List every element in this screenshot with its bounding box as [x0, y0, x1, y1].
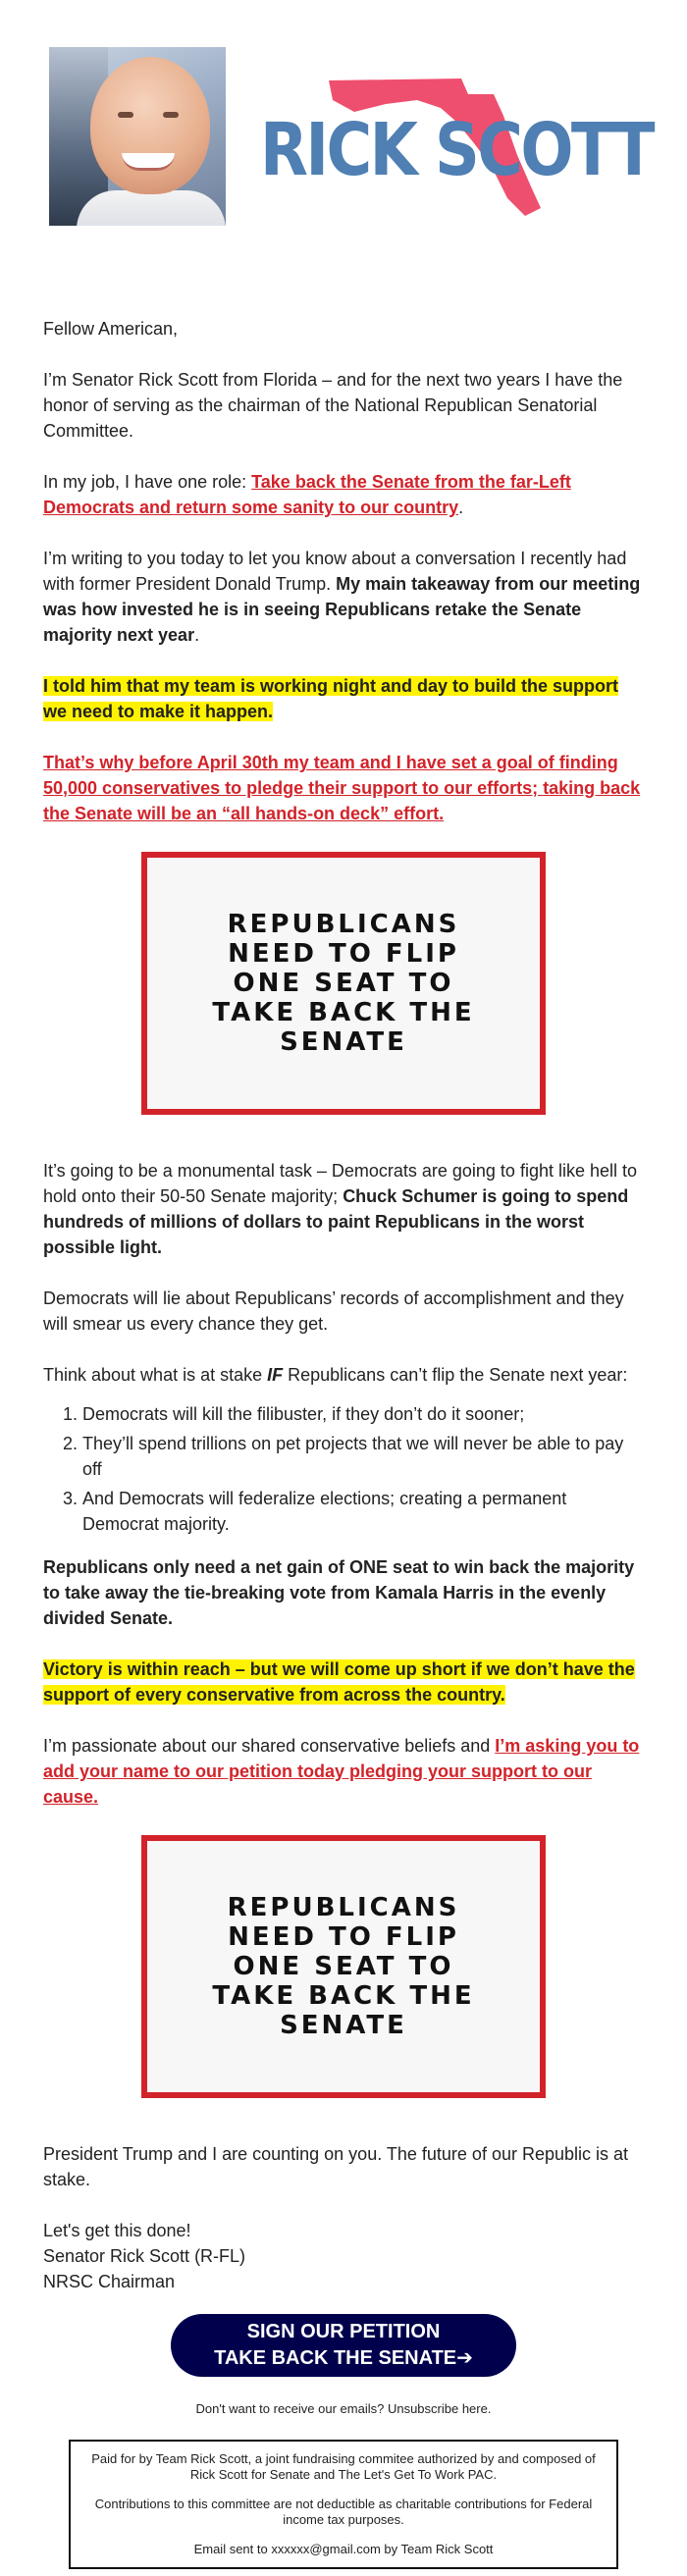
banner-text: REPUBLICANS NEED TO FLIP ONE SEAT TO TAKE BACK THE SENATE: [212, 1893, 475, 2040]
paragraph-monumental-task: It’s going to be a monumental task – Democrats are going to fight like hell to hold onto their 50-50 Senate majority; Chuck Schumer is going to spend hundreds of millions of dollars to paint Republicans in the worst possible light.: [43, 1161, 638, 1257]
signature-name: Senator Rick Scott (R-FL): [43, 2246, 246, 2266]
photo-eye: [163, 112, 179, 118]
email-body: [43, 316, 644, 2569]
paragraph-trump-conversation: I’m writing to you today to let you know about a conversation I recently had with former President Donald Trump. My main takeaway from our meeting was how invested he is in seeing Republicans retake the Senate majority next year.: [43, 549, 641, 645]
list-item: 1. Democrats will kill the filibuster, if they don’t do it sooner;: [82, 1401, 644, 1427]
signoff-line: Let's get this done!: [43, 2221, 191, 2240]
tax-disclaimer: Contributions to this committee are not deductible as charitable contributions for Federal income tax purposes.: [94, 2497, 593, 2527]
paragraph-what-is-at-stake: Think about what is at stake IF Republicans can’t flip the Senate next year:: [43, 1365, 628, 1385]
signoff: [43, 2218, 644, 2294]
photo-eye: [118, 112, 133, 118]
paid-for-text: Paid for by Team Rick Scott, a joint fundraising commitee authorized by and composed of Rick Scott for Senate and The Let's Get To Work PAC.: [91, 2451, 596, 2482]
paragraph-goal: [43, 750, 644, 826]
email-header: [49, 47, 653, 226]
email-sent-to: Email sent to xxxxxx@gmail.com by Team Rick Scott: [193, 2542, 494, 2556]
rick-scott-logo: [260, 61, 653, 218]
list-item: 3. And Democrats will federalize elections; creating a permanent Democrat majority.: [82, 1486, 644, 1537]
paragraph-intro: I’m Senator Rick Scott from Florida – and for the next two years I have the honor of serving as the chairman of the National Republican Senatorial Committee.: [43, 370, 623, 441]
paragraph-role: In my job, I have one role: Take back the Senate from the far-Left Democrats and return some sanity to our country.: [43, 472, 571, 517]
take-back-senate-link[interactable]: Take back the Senate from the far-Left Democrats and return some sanity to our country: [43, 472, 571, 517]
paragraph-one-seat: Republicans only need a net gain of ONE seat to win back the majority to take away the tie-breaking vote from Kamala Harris in the evenly divided Senate.: [43, 1557, 635, 1628]
greeting: Fellow American,: [43, 319, 179, 339]
photo-shirt: [77, 190, 226, 226]
senator-photo: [49, 47, 226, 226]
cta-line-1: SIGN OUR PETITION: [246, 2321, 441, 2342]
pledge-goal-link[interactable]: That’s why before April 30th my team and I have set a goal of finding 50,000 conservatives to pledge their support to our efforts; taking back the Senate will be an “all hands-on deck” effort.: [43, 753, 641, 823]
flip-one-seat-banner[interactable]: [141, 1835, 546, 2098]
paragraph-highlight-team: I told him that my team is working night and day to build the support we need to make it happen.: [43, 676, 619, 721]
paragraph-highlight-victory: Victory is within reach – but we will come up short if we don’t have the support of every conservative from across the country.: [43, 1659, 635, 1705]
photo-face: [90, 57, 210, 194]
paragraph-democrats-lie: Democrats will lie about Republicans’ records of accomplishment and they will smear us every chance they get.: [43, 1288, 624, 1334]
banner-text: REPUBLICANS NEED TO FLIP ONE SEAT TO TAKE BACK THE SENATE: [212, 910, 475, 1057]
cta-line-2: TAKE BACK THE SENATE➔: [214, 2347, 473, 2369]
sign-petition-button[interactable]: [171, 2314, 516, 2377]
paragraph-counting-on-you: President Trump and I are counting on you. The future of our Republic is at stake.: [43, 2144, 629, 2189]
list-item: 2. They’ll spend trillions on pet projects that we will never be able to pay off: [82, 1431, 644, 1482]
flip-one-seat-banner[interactable]: [141, 852, 546, 1115]
paragraph-petition-ask: I’m passionate about our shared conservative beliefs and I’m asking you to add your name to our petition today pledging your support to our cause.: [43, 1736, 640, 1807]
stakes-list: [82, 1401, 644, 1537]
unsubscribe-link[interactable]: Don't want to receive our emails? Unsubscribe here.: [195, 2401, 492, 2416]
logo-wordmark: RICK SCOTT: [260, 108, 653, 192]
signature-title: NRSC Chairman: [43, 2272, 176, 2291]
petition-link[interactable]: I’m asking you to add your name to our petition today pledging your support to our cause.: [43, 1736, 640, 1807]
disclaimer-box: [69, 2440, 618, 2569]
